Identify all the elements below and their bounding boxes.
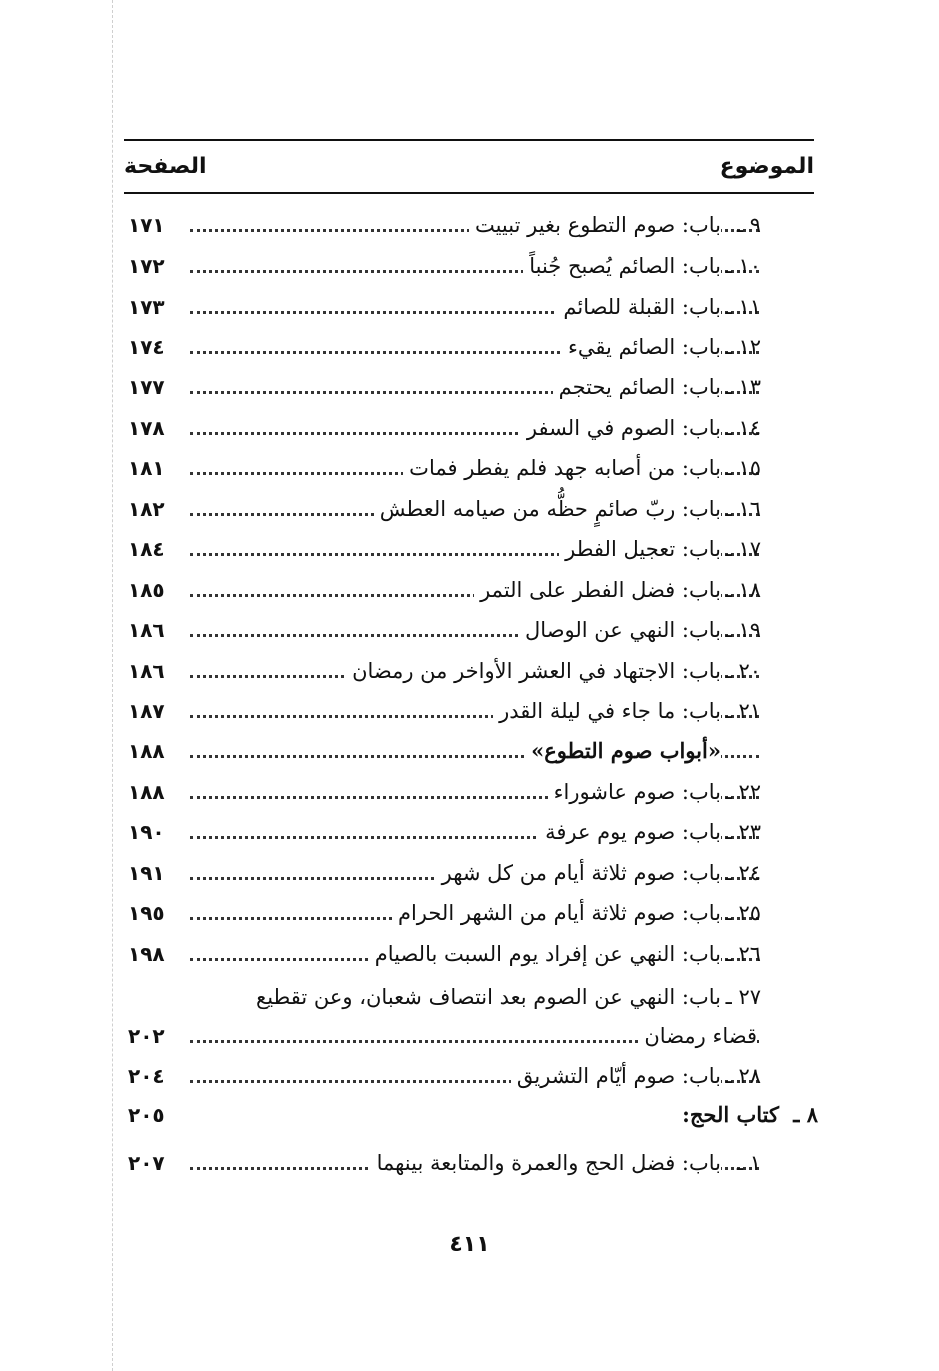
chapter-title: كتاب الحج: — [676, 1095, 779, 1135]
entry-page: ١٨٤ — [128, 537, 165, 561]
entry-number: ٩ ـ — [736, 213, 761, 237]
entry-title: باب: صوم أيّام التشريق — [511, 1056, 721, 1096]
entry-number: ١٧ ـ — [725, 537, 761, 561]
toc-entry — [0, 691, 939, 731]
toc-chapter-heading — [0, 1095, 939, 1135]
entry-number: ٢٤ ـ — [725, 861, 761, 885]
entry-page: ١٨٧ — [128, 699, 165, 723]
toc-entry — [0, 489, 939, 529]
entry-page: ١٨٨ — [128, 739, 165, 763]
toc-entry — [0, 610, 939, 650]
entry-title: باب: فضل الفطر على التمر — [474, 570, 721, 610]
toc-entry — [0, 327, 939, 367]
entry-number: ١٩ ـ — [725, 618, 761, 642]
toc-entry — [0, 1143, 939, 1183]
entry-page: ٢٠٤ — [128, 1064, 165, 1088]
entry-page: ١٧٧ — [128, 375, 165, 399]
entry-title: باب: الصائم يُصبح جُنباً — [523, 246, 721, 286]
entry-page: ١٩٥ — [128, 901, 165, 925]
toc-entry — [0, 570, 939, 610]
toc-entry — [0, 448, 939, 488]
entry-page: ١٨٨ — [128, 780, 165, 804]
topic-column-header: الموضوع — [719, 154, 814, 179]
entry-page: ١٨١ — [128, 456, 165, 480]
entry-title: باب: القبلة للصائم — [557, 287, 721, 327]
entry-page: ١٧٨ — [128, 416, 165, 440]
toc-section-heading — [0, 731, 939, 771]
entry-number: ٢٥ ـ — [725, 901, 761, 925]
entry-title: باب: الصائم يحتجم — [553, 367, 721, 407]
entry-number: ٢١ ـ — [725, 699, 761, 723]
entry-number: ١٦ ـ — [725, 497, 761, 521]
entry-page: ١٧١ — [128, 213, 165, 237]
toc-entry — [0, 287, 939, 327]
page-number: ٤١١ — [449, 1232, 490, 1257]
toc-entry — [0, 977, 939, 1017]
entry-title: باب: الصوم في السفر — [521, 408, 721, 448]
entry-title: باب: صوم التطوع بغير تبييت — [469, 205, 721, 245]
toc-entry — [0, 1056, 939, 1096]
entry-page: ١٧٣ — [128, 295, 165, 319]
chapter-number: ٨ ـ — [793, 1102, 818, 1127]
toc-entry — [0, 205, 939, 245]
entry-number: ١٣ ـ — [725, 375, 761, 399]
page-column-header: الصفحة — [124, 154, 207, 179]
entry-title-continued: قضاء رمضان — [638, 1016, 757, 1056]
entry-page: ٢٠٥ — [128, 1103, 165, 1127]
entry-title: باب: النهي عن إفراد يوم السبت بالصيام — [369, 934, 721, 974]
entry-number: ١٢ ـ — [725, 335, 761, 359]
entry-title: باب: فضل الحج والعمرة والمتابعة بينهما — [371, 1143, 721, 1183]
entry-number: ٢٨ ـ — [725, 1064, 761, 1088]
entry-title: باب: صوم عاشوراء — [548, 772, 721, 812]
entry-title: باب: صوم ثلاثة أيام من كل شهر — [436, 853, 721, 893]
toc-entry — [0, 651, 939, 691]
entry-title: باب: من أصابه جهد فلم يفطر فمات — [403, 448, 721, 488]
entry-number: ١٨ ـ — [725, 578, 761, 602]
entry-number: ٢٦ ـ — [725, 942, 761, 966]
entry-page: ١٨٦ — [128, 618, 165, 642]
entry-page: ١٨٢ — [128, 497, 165, 521]
toc-entry — [0, 246, 939, 286]
entry-page: ١٧٢ — [128, 254, 165, 278]
entry-page: ١٨٥ — [128, 578, 165, 602]
entry-number: ٢٣ ـ — [725, 820, 761, 844]
entry-number: ٢٧ ـ — [725, 985, 761, 1009]
toc-entry — [0, 408, 939, 448]
entry-page: ١٩١ — [128, 861, 165, 885]
entry-number: ١٤ ـ — [725, 416, 761, 440]
toc-entry — [0, 934, 939, 974]
toc-entry — [0, 853, 939, 893]
entry-number: ١١ ـ — [725, 295, 761, 319]
toc-entry — [0, 893, 939, 933]
toc-entry — [0, 529, 939, 569]
entry-page: ١٩٨ — [128, 942, 165, 966]
section-title: «أبواب صوم التطوع» — [525, 731, 721, 771]
entry-page: ١٩٠ — [128, 820, 165, 844]
entry-title: باب: الصائم يقيء — [562, 327, 721, 367]
entry-page: ١٨٦ — [128, 659, 165, 683]
entry-number: ٢٠ ـ — [725, 659, 761, 683]
entry-title: باب: صوم يوم عرفة — [539, 812, 721, 852]
toc-entry — [0, 772, 939, 812]
entry-page: ٢٠٧ — [128, 1151, 165, 1175]
entry-title: باب: ما جاء في ليلة القدر — [493, 691, 721, 731]
toc-entry — [0, 367, 939, 407]
entry-number: ١ ـ — [736, 1151, 761, 1175]
entry-title: باب: النهي عن الوصال — [519, 610, 721, 650]
entry-title: باب: النهي عن الصوم بعد انتصاف شعبان، وعن تقطيع — [250, 977, 721, 1017]
entry-page: ١٧٤ — [128, 335, 165, 359]
entry-number: ١٠ ـ — [725, 254, 761, 278]
entry-page: ٢٠٢ — [128, 1024, 165, 1048]
entry-number: ١٥ ـ — [725, 456, 761, 480]
entry-title: باب: الاجتهاد في العشر الأواخر من رمضان — [346, 651, 721, 691]
toc-entry-continuation — [0, 1016, 939, 1056]
entry-number: ٢٢ ـ — [725, 780, 761, 804]
entry-title: باب: صوم ثلاثة أيام من الشهر الحرام — [392, 893, 721, 933]
toc-entry — [0, 812, 939, 852]
entry-title: باب: تعجيل الفطر — [559, 529, 721, 569]
entry-title: باب: ربّ صائمٍ حظُّه من صيامه العطش — [374, 489, 721, 529]
